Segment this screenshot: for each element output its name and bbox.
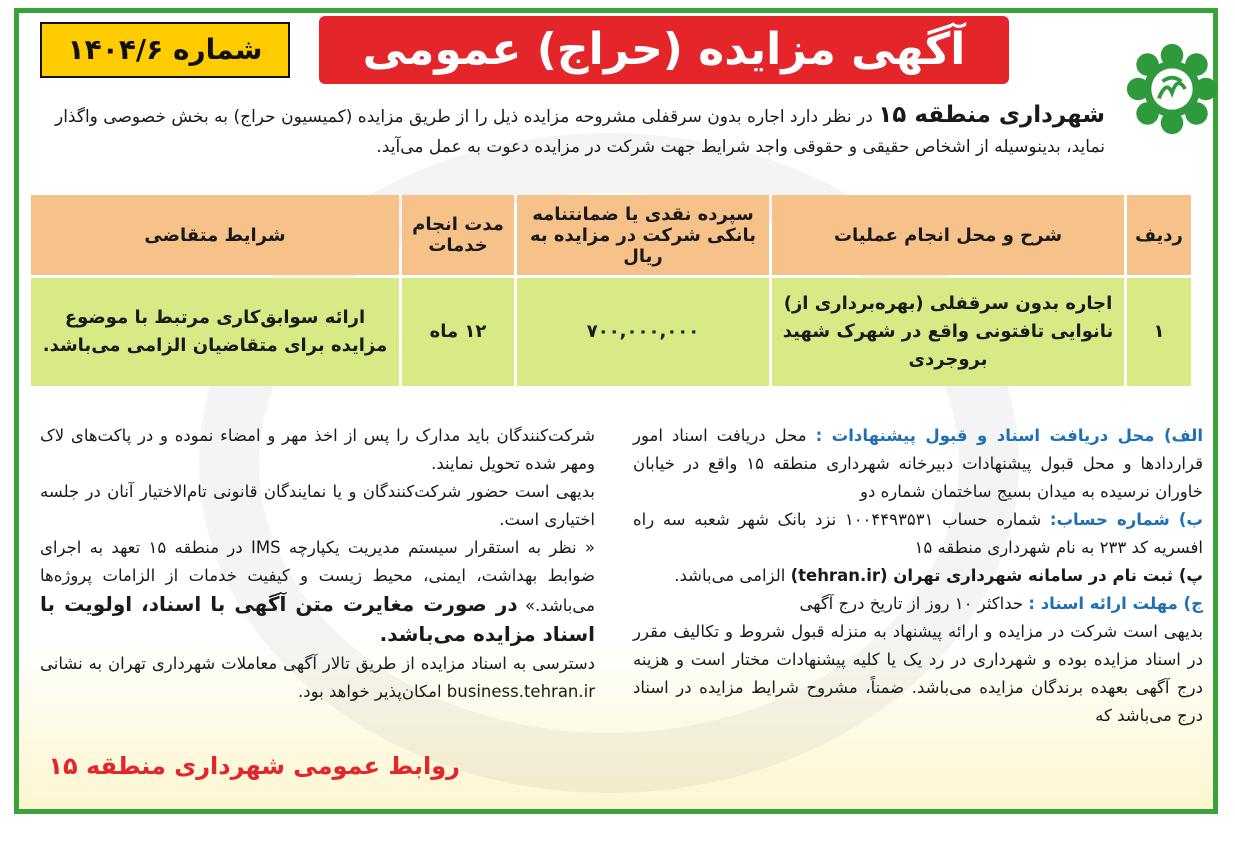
intro-text: در نظر دارد اجاره بدون سرقفلی مشروحه مزایده ذیل را از طریق مزایده (کمیسیون حراج) به بخش خصوصی واگذار نماید، بدینوسیله از اشخاص حقیقی و حقوقی واجد شرایط جهت شرکت در مزایده دعوت به عمل می‌آید. [55, 107, 1105, 157]
cell-deposit: ۷۰۰,۰۰۰,۰۰۰ [517, 278, 769, 386]
ad-number-badge: شماره ۱۴۰۴/۶ [40, 22, 290, 78]
section-j-text: حداکثر ۱۰ روز از تاریخ درج آگهی [799, 594, 1024, 613]
table-row [31, 278, 1191, 386]
section-j [633, 590, 1203, 618]
section-b-text: شماره حساب ۱۰۰۴۴۹۳۵۳۱ نزد بانک شهر شعبه سه راه افسریه کد ۲۳۳ به نام شهرداری منطقه ۱۵ [633, 510, 1203, 557]
cell-description: اجاره بدون سرقفلی (بهره‌برداری از) نانوایی تافتونی واقع در شهرک شهید بروجردی [772, 278, 1124, 386]
tehran-municipality-logo-icon [1125, 42, 1219, 136]
section-a [633, 422, 1203, 506]
org-name: شهرداری منطقه ۱۵ [878, 102, 1106, 128]
attendance-paragraph: بدیهی است حضور شرکت‌کنندگان و یا نمایندگان قانونی تام‌الاختیار آنان در جلسه اختیاری است. [40, 482, 595, 529]
ims-paragraph [40, 534, 595, 650]
header-row-number: ردیف [1127, 195, 1191, 275]
terms-paragraph: بدیهی است شرکت در مزایده و ارائه پیشنهاد به منزله قبول شروط و تکالیف مقرر در اسناد مزایده بوده و شهرداری در رد یک یا کلیه پیشنهادات مختار است و هزینه درج آگهی بعهده برندگان مزایده می‌باشد. ضمناً، مشروح شرایط مزایده در اسناد درج می‌باشد که [633, 622, 1203, 725]
access-paragraph: دسترسی به اسناد مزایده از طریق تالار آگهی معاملات شهرداری تهران به نشانی business.tehran.ir امکان‌پذیر خواهد بود. [40, 654, 595, 701]
cell-conditions: ارائه سوابق‌کاری مرتبط با موضوع مزایده برای متقاضیان الزامی می‌باشد. [31, 278, 399, 386]
section-p [633, 562, 1203, 590]
cell-duration: ۱۲ ماه [402, 278, 514, 386]
documents-paragraph: شرکت‌کنندگان باید مدارک را پس از اخذ مهر و امضاء نموده و در پاکت‌های لاک ومهر شده تحویل نمایند. [40, 426, 595, 473]
section-j-label: ج) مهلت ارائه اسناد : [1028, 594, 1203, 613]
section-a-label: الف) محل دریافت اسناد و قبول پیشنهادات : [815, 426, 1203, 445]
section-a-text: محل دریافت اسناد امور قراردادها و محل قبول پیشنهادات دبیرخانه شهرداری منطقه ۱۵ واقع در خیابان خاوران نرسیده به میدان بسیج ساختمان شماره دو [633, 426, 1204, 501]
auction-table [28, 192, 1194, 389]
header-deposit: سپرده نقدی یا ضمانتنامه بانکی شرکت در مزایده به ریال [517, 195, 769, 275]
left-column [40, 422, 595, 706]
public-relations-signature: روابط عمومی شهرداری منطقه ۱۵ [48, 752, 460, 780]
header-description: شرح و محل انجام عملیات [772, 195, 1124, 275]
section-b [633, 506, 1203, 562]
section-b-label: ب) شماره حساب: [1049, 510, 1204, 529]
ims-text: « نظر به استقرار سیستم مدیریت یکپارچه IMS در منطقه ۱۵ تعهد به اجرای ضوابط بهداشت، ایمنی، محیط زیست و کیفیت خدمات از الزامات پروژه‌ها می‌باشد.» [40, 538, 595, 615]
table-header-row [31, 195, 1191, 275]
priority-note: در صورت مغایرت متن آگهی با اسناد، اولویت با اسناد مزایده می‌باشد. [40, 592, 595, 646]
right-column [633, 422, 1203, 730]
header-duration: مدت انجام خدمات [402, 195, 514, 275]
section-p-text: الزامی می‌باشد. [674, 566, 786, 585]
intro-paragraph [55, 100, 1105, 162]
header-conditions: شرایط متقاضی [31, 195, 399, 275]
ad-title: آگهی مزایده (حراج) عمومی [319, 16, 1009, 84]
section-p-label: پ) ثبت نام در سامانه شهرداری تهران (tehran.ir) [790, 566, 1203, 585]
cell-row-number: ۱ [1127, 278, 1191, 386]
